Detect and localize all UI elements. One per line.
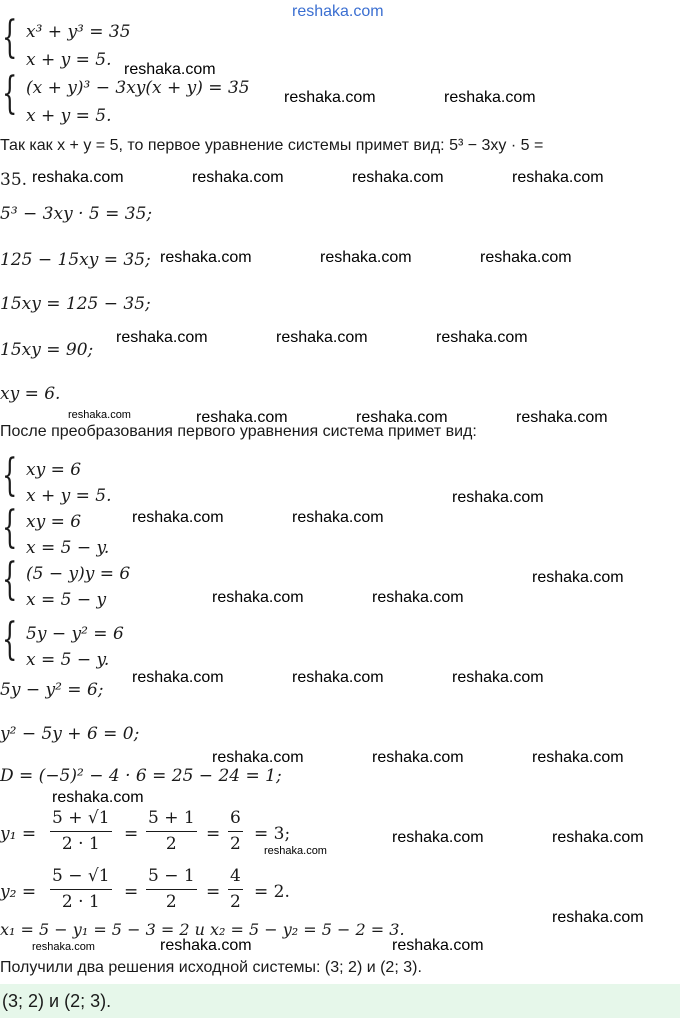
y1-f1-den: 2 · 1 xyxy=(61,834,100,854)
watermark: reshaka.com xyxy=(552,829,644,846)
watermark: reshaka.com xyxy=(116,329,208,346)
y2-result: = 2. xyxy=(254,882,290,902)
system1-eq2: x + y = 5. xyxy=(26,50,112,70)
watermark: reshaka.com xyxy=(352,169,444,186)
system1-eq3: (x + y)³ − 3xy(x + y) = 35 xyxy=(26,78,250,98)
watermark: reshaka.com xyxy=(532,569,624,586)
watermark: reshaka.com xyxy=(196,409,288,426)
y2-f2-num: 5 − 1 xyxy=(148,866,195,886)
step-7: y² − 5y + 6 = 0; xyxy=(0,724,140,744)
x-values: x₁ = 5 − y₁ = 5 − 3 = 2 и x₂ = 5 − y₂ = 5 − 2 = 3. xyxy=(0,920,405,939)
watermark: reshaka.com xyxy=(212,589,304,606)
step-5: xy = 6. xyxy=(0,384,61,404)
watermark: reshaka.com xyxy=(192,169,284,186)
step-6: 5y − y² = 6; xyxy=(0,680,104,700)
y1-f1-num: 5 + √1 xyxy=(52,808,110,828)
brace-left: { xyxy=(2,614,18,665)
step-3: 15xy = 125 − 35; xyxy=(0,294,151,314)
watermark: reshaka.com xyxy=(284,89,376,106)
system2-a1: xy = 6 xyxy=(26,460,82,480)
watermark: reshaka.com xyxy=(436,329,528,346)
watermark: reshaka.com xyxy=(512,169,604,186)
y1-f3-num: 6 xyxy=(230,808,241,828)
sentence-1: Так как x + y = 5, то первое уравнение системы примет вид: 5³ − 3xy · 5 = xyxy=(0,137,544,154)
system1-eq1: x³ + y³ = 35 xyxy=(26,22,131,42)
watermark: reshaka.com xyxy=(212,749,304,766)
watermark: reshaka.com xyxy=(276,329,368,346)
watermark: reshaka.com xyxy=(480,249,572,266)
system2-a2: x + y = 5. xyxy=(26,486,112,506)
watermark: reshaka.com xyxy=(372,749,464,766)
y1-fraction-2 xyxy=(146,810,197,853)
watermark: reshaka.com xyxy=(132,509,224,526)
y1-result: = 3; xyxy=(254,824,291,844)
watermark: reshaka.com xyxy=(392,937,484,954)
watermark: reshaka.com xyxy=(552,909,644,926)
step-4: 15xy = 90; xyxy=(0,340,94,360)
watermark: reshaka.com xyxy=(320,249,412,266)
watermark: reshaka.com xyxy=(124,61,216,78)
answer-text: (3; 2) и (2; 3). xyxy=(2,991,112,1011)
system2-d1: 5y − y² = 6 xyxy=(26,624,124,644)
system2-d2: x = 5 − y. xyxy=(26,650,110,670)
equals: = xyxy=(206,882,221,902)
watermark: reshaka.com xyxy=(160,937,252,954)
watermark: reshaka.com xyxy=(356,409,448,426)
y2-fraction-2 xyxy=(146,868,197,911)
system2-b2: x = 5 − y. xyxy=(26,538,110,558)
watermark-top[interactable]: reshaka.com xyxy=(292,3,384,20)
y2-f1-den: 2 · 1 xyxy=(61,892,100,912)
y2-f1-num: 5 − √1 xyxy=(52,866,110,886)
watermark: reshaka.com xyxy=(372,589,464,606)
step-1: 5³ − 3xy · 5 = 35; xyxy=(0,204,153,224)
brace-left: { xyxy=(2,68,18,119)
system2-c2: x = 5 − y xyxy=(26,590,107,610)
watermark: reshaka.com xyxy=(68,409,131,421)
y1-lhs: y₁ = xyxy=(0,824,37,844)
watermark: reshaka.com xyxy=(392,829,484,846)
watermark: reshaka.com xyxy=(452,489,544,506)
y1-f3-den: 2 xyxy=(230,834,241,854)
watermark: reshaka.com xyxy=(160,249,252,266)
watermark: reshaka.com xyxy=(32,169,124,186)
equals: = xyxy=(124,882,139,902)
watermark: reshaka.com xyxy=(52,789,144,806)
equals: = xyxy=(206,824,221,844)
y2-fraction-3 xyxy=(228,868,243,911)
sentence-2: После преобразования первого уравнения система примет вид: xyxy=(0,423,477,440)
watermark: reshaka.com xyxy=(516,409,608,426)
y2-f3-den: 2 xyxy=(230,892,241,912)
y2-f2-den: 2 xyxy=(165,892,177,912)
step-2: 125 − 15xy = 35; xyxy=(0,250,151,270)
brace-left: { xyxy=(2,502,18,553)
watermark: reshaka.com xyxy=(32,941,95,953)
y1-f2-num: 5 + 1 xyxy=(148,808,195,828)
y2-fraction-1 xyxy=(50,868,112,911)
sentence-1-end: 35. xyxy=(0,170,28,190)
watermark: reshaka.com xyxy=(532,749,624,766)
sentence-3: Получили два решения исходной системы: (3; 2) и (2; 3). xyxy=(0,959,422,976)
y1-fraction-1 xyxy=(50,810,112,853)
y2-f3-num: 4 xyxy=(230,866,241,886)
y2-lhs: y₂ = xyxy=(0,882,37,902)
watermark: reshaka.com xyxy=(264,845,327,857)
watermark: reshaka.com xyxy=(452,669,544,686)
system1-eq4: x + y = 5. xyxy=(26,106,112,126)
equals: = xyxy=(124,824,139,844)
y1-fraction-3 xyxy=(228,810,243,853)
brace-left: { xyxy=(2,12,18,63)
watermark: reshaka.com xyxy=(444,89,536,106)
watermark: reshaka.com xyxy=(292,669,384,686)
system2-c1: (5 − y)y = 6 xyxy=(26,564,131,584)
answer-box xyxy=(0,984,680,1018)
watermark: reshaka.com xyxy=(132,669,224,686)
system2-b1: xy = 6 xyxy=(26,512,82,532)
y1-f2-den: 2 xyxy=(165,834,177,854)
brace-left: { xyxy=(2,554,18,605)
watermark: reshaka.com xyxy=(292,509,384,526)
step-8: D = (−5)² − 4 · 6 = 25 − 24 = 1; xyxy=(0,766,282,786)
brace-left: { xyxy=(2,450,18,501)
